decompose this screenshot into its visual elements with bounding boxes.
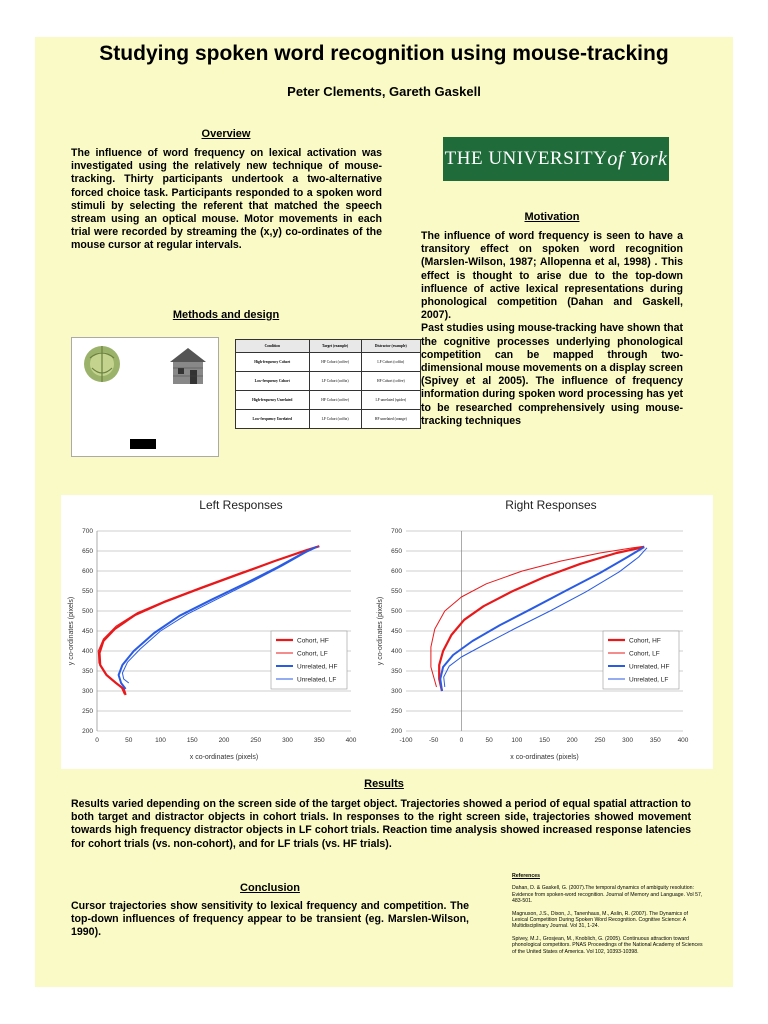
references: [512, 873, 704, 961]
cabbage-picture: [84, 346, 120, 382]
poster: [35, 37, 733, 987]
x-tick-label: 250: [250, 737, 262, 744]
table-row: [236, 410, 421, 429]
x-tick-label: 200: [218, 737, 230, 744]
x-tick-label: 200: [566, 737, 578, 744]
x-tick-label: 400: [345, 737, 357, 744]
table-header: Target (example): [309, 340, 361, 353]
y-tick-label: 700: [391, 528, 402, 535]
table-cell: LF Cohort (coffin): [361, 353, 420, 372]
y-tick-label: 400: [82, 648, 93, 655]
x-tick-label: 0: [459, 737, 464, 744]
y-tick-label: 350: [391, 668, 402, 675]
chart-title: Right Responses: [505, 498, 597, 512]
legend-label: Unrelated, LF: [297, 676, 337, 684]
conclusion-text: Cursor trajectories show sensitivity to lexical frequency and competition. The top-down influences of frequency appear to be transient (eg. Marslen-Wilson, 1990).: [71, 900, 469, 939]
x-tick-label: 300: [622, 737, 634, 744]
overview-heading: Overview: [201, 128, 251, 140]
x-tick-label: 0: [95, 737, 99, 744]
chart-right: [377, 498, 689, 761]
table-row: [236, 353, 421, 372]
legend-label: Unrelated, HF: [297, 663, 338, 671]
legend-label: Unrelated, HF: [629, 663, 670, 671]
y-axis-label: y co-ordinates (pixels): [68, 596, 75, 666]
y-tick-label: 200: [391, 728, 402, 735]
table-cell: Low-frequency Cohort: [236, 372, 310, 391]
motivation-heading: Motivation: [524, 211, 580, 223]
y-tick-label: 550: [391, 588, 402, 595]
table-cell: HF unrelated (orange): [361, 410, 420, 429]
logo-text-of: of York: [607, 147, 668, 170]
trajectory-charts: [61, 495, 713, 769]
results-heading: Results: [364, 778, 404, 790]
chart-left: [68, 498, 357, 761]
x-tick-label: 50: [485, 737, 493, 744]
table-header: Distractor (example): [361, 340, 420, 353]
methods-heading: Methods and design: [172, 309, 280, 321]
motivation-paragraph-2: Past studies using mouse-tracking have shown that the cognitive processes underlying phonological competition can be mapped through two-dimensional mouse movements on a display screen (Spivey et al 2005). The influence of frequency information during spoken word processing has yet to be researched comprehensively using mouse-tracking techniques: [421, 322, 683, 427]
y-tick-label: 350: [82, 668, 93, 675]
cabin-picture: [170, 348, 206, 384]
y-tick-label: 550: [82, 588, 93, 595]
legend-label: Cohort, HF: [629, 637, 661, 645]
table-cell: LF Cohort (coffin): [309, 372, 361, 391]
legend-label: Cohort, HF: [297, 637, 329, 645]
stimulus-display: [71, 337, 219, 457]
table-row: [236, 372, 421, 391]
y-tick-label: 700: [82, 528, 93, 535]
authors: Peter Clements, Gareth Gaskell: [287, 84, 481, 99]
y-tick-label: 250: [391, 708, 402, 715]
conclusion-heading: Conclusion: [240, 882, 300, 894]
x-tick-label: 250: [594, 737, 606, 744]
table-cell: HF Cohort (coffee): [361, 372, 420, 391]
x-tick-label: 150: [539, 737, 550, 744]
y-tick-label: 650: [82, 548, 93, 555]
x-tick-label: 350: [649, 737, 661, 744]
table-header-row: [236, 340, 421, 353]
poster-title: Studying spoken word recognition using mouse-tracking: [99, 42, 669, 65]
x-tick-label: 150: [186, 737, 198, 744]
legend-label: Cohort, LF: [297, 650, 328, 658]
reference-item: Dahan, D. & Gaskell, G. (2007).The temporal dynamics of ambiguity resolution: Evidence from spoken-word recognition. Journal of Memory and Language. Vol 57, 483-501.: [512, 885, 703, 905]
conditions-table: [235, 339, 421, 429]
table-cell: High-frequency Unrelated: [236, 391, 310, 410]
motivation-paragraph-1: The influence of word frequency is seen to have a transitory effect on spoken word recognition (Marslen-Wilson, 1987; Allopenna et al, 1998) . This effect is thought to arise due to the top-down influence of active lexical representations during phonological competition (Dahan and Gaskell, 2007).: [421, 230, 683, 322]
y-tick-label: 450: [391, 628, 402, 635]
x-tick-label: 100: [155, 737, 166, 744]
stimulus-illustration: [72, 338, 218, 456]
motivation-text: [421, 230, 683, 428]
x-tick-label: -100: [399, 737, 413, 744]
reference-item: Magnuson, J.S., Dixon, J., Tanenhaus, M., Aslin, R. (2007). The Dynamics of Lexical Competition During Spoken Word Recognition. Cognitive Science: A Multidisciplinary Journal. Vol 31, 1-24.: [512, 910, 688, 930]
x-tick-label: 100: [511, 737, 523, 744]
table-cell: LF Cohort (coffin): [309, 410, 361, 429]
x-tick-label: 350: [313, 737, 325, 744]
x-axis-label: x co-ordinates (pixels): [189, 754, 259, 761]
y-tick-label: 300: [82, 688, 93, 695]
logo-text: THE UNIVERSITY: [444, 148, 608, 169]
table-cell: LF unrelated (spider): [361, 391, 420, 410]
y-tick-label: 500: [391, 608, 402, 615]
reference-item: Spivey, M.J., Grosjean, M., Knoblich, G. (2005). Continuous attraction toward phonological competitors. PNAS Proceedings of the National Academy of Sciences of the United States of America. Vol 102, 10393-10398.: [512, 935, 703, 955]
chart-title: Left Responses: [199, 498, 283, 512]
references-heading: References: [512, 873, 540, 879]
y-tick-label: 250: [82, 708, 93, 715]
y-tick-label: 500: [82, 608, 93, 615]
y-tick-label: 650: [391, 548, 402, 555]
results-text: Results varied depending on the screen side of the target object. Trajectories showed a period of equal spatial attraction to both target and distractor objects in cohort trials. In responses to the right screen side, trajectories showed movement towards high frequency distractor objects in LF cohort trials. Reaction time analysis showed increased response latencies for cohort trials (vs. non-cohort), and for LF trials (vs. HF trials).: [71, 798, 691, 850]
overview-text: The influence of word frequency on lexical activation was investigated using the relatively new technique of mouse-tracking. Thirty participants undertook a two-alternative forced choice task. Participants responded to a spoken word stimuli by selecting the referent that matched the speech stream using an optical mouse. Motor movements in each trial were recorded by streaming the (x,y) co-ordinates of the mouse cursor at regular intervals.: [71, 147, 382, 252]
y-tick-label: 600: [391, 568, 402, 575]
table-cell: HF Cohort (coffee): [309, 391, 361, 410]
charts-panel: [61, 495, 713, 769]
x-axis-label: x co-ordinates (pixels): [510, 754, 579, 761]
table-header: Condition: [236, 340, 310, 353]
x-tick-label: 400: [677, 737, 689, 744]
x-tick-label: 50: [125, 737, 133, 744]
y-tick-label: 200: [82, 728, 93, 735]
university-logo: [443, 137, 669, 181]
table-cell: HF Cohort (coffee): [309, 353, 361, 372]
start-button: [130, 439, 156, 449]
y-tick-label: 400: [391, 648, 402, 655]
legend-label: Unrelated, LF: [629, 676, 669, 684]
y-tick-label: 600: [82, 568, 93, 575]
x-tick-label: 300: [282, 737, 293, 744]
x-tick-label: -50: [428, 737, 439, 744]
y-axis-label: y co-ordinates (pixels): [377, 596, 384, 666]
table-cell: High-frequency Cohort: [236, 353, 310, 372]
legend-label: Cohort, LF: [629, 650, 660, 658]
y-tick-label: 300: [391, 688, 402, 695]
table-cell: Low-frequency Unrelated: [236, 410, 310, 429]
y-tick-label: 450: [82, 628, 93, 635]
table-row: [236, 391, 421, 410]
